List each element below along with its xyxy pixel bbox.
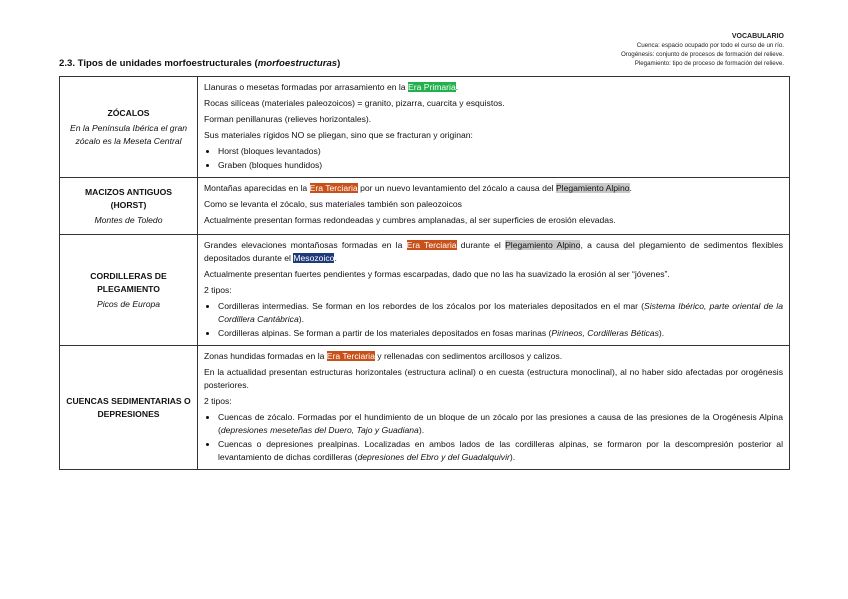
highlight-plegamiento-alpino: Plegamiento Alpino (505, 240, 581, 250)
vocabulary-title: VOCABULARIO (731, 33, 784, 40)
description-paragraph: Llanuras o mesetas formadas por arrasamiento en la Era Primaria. (204, 82, 459, 92)
description-paragraph: En la actualidad presentan estructuras horizontales (estructura aclinal) o en cuesta (estructura monoclinal), al no haber sido afectadas por orogénesis posteriores. (204, 367, 783, 390)
vocabulary-entry-plegamiento: Plegamiento: tipo de proceso de formación del relieve. (634, 60, 784, 67)
description-cell-macizos (198, 178, 790, 235)
unit-cell-cordilleras (60, 235, 198, 346)
unit-example: En la Península Ibérica el gran zócalo es la Meseta Central (69, 122, 188, 146)
table-row-macizos (60, 178, 790, 235)
section-title: 2.3. Tipos de unidades morfoestructurales (morfoestructuras) (59, 58, 341, 69)
vocabulary-box (621, 32, 784, 68)
morphostructural-units-table (59, 76, 790, 470)
vocabulary-entry-orogenesis: Orogénesis: conjunto de procesos de formación del relieve. (620, 51, 784, 58)
highlight-era-terciaria: Era Terciaria (309, 183, 358, 193)
description-paragraph: 2 tipos: (204, 285, 232, 295)
section-title-italic: morfoestructuras (257, 58, 338, 69)
list-item: • Horst (bloques levantados) (218, 145, 783, 158)
description-paragraph: Actualmente presentan fuertes pendientes y formas escarpadas, dado que no las ha suavizado la erosión al ser “jóvenes”. (204, 269, 670, 279)
unit-example: Picos de Europa (96, 298, 161, 309)
description-paragraph: Zonas hundidas formadas en la Era Terciaria y rellenadas con sedimentos arcillosos y calizos. (204, 351, 563, 361)
list-item: • Cuencas o depresiones prealpinas. Localizadas en ambos lados de las cordilleras alpinas, se formaron por la descompresión posterior al levantamiento de dichas cordilleras (depresiones del Ebro y del Guadalquivir). (218, 438, 783, 464)
list-item: • Cordilleras alpinas. Se forman a partir de los materiales depositados en fosas marinas (Pirineos, Cordilleras Béticas). (218, 327, 783, 340)
description-paragraph: Grandes elevaciones montañosas formadas en la Era Terciaria durante el Plegamiento Alpino, a causa del plegamiento de sedimentos flexibles depositados durante el Mesozoico. (204, 240, 784, 263)
description-paragraph: 2 tipos: (204, 396, 232, 406)
description-cell-zocalos (198, 77, 790, 178)
unit-name: CORDILLERAS DE PLEGAMIENTO (90, 270, 167, 294)
unit-name: MACIZOS ANTIGUOS (HORST) (84, 186, 173, 210)
list-item: • Cuencas de zócalo. Formadas por el hundimiento de un bloque de un zócalo por las presiones a causa de las presiones de la Orogénesis Alpina (depresiones meseteñas del Duero, Tajo y Guadiana). (218, 411, 783, 437)
description-cell-cordilleras (198, 235, 790, 346)
unit-cell-zocalos (60, 77, 198, 178)
list-item: • Cordilleras intermedias. Se forman en los rebordes de los zócalos por los materiales depositados en el mar (Sistema Ibérico, parte oriental de la Cordillera Cantábrica). (218, 300, 783, 326)
bullet-list (204, 145, 783, 172)
description-paragraph: Actualmente presentan formas redondeadas y cumbres amplanadas, al ser superficies de erosión elevadas. (204, 215, 616, 225)
description-paragraph: Montañas aparecidas en la Era Terciaria por un nuevo levantamiento del zócalo a causa del Plegamiento Alpino. (204, 183, 632, 193)
unit-example: Montes de Toledo (94, 214, 163, 225)
unit-name: CUENCAS SEDIMENTARIAS O DEPRESIONES (66, 395, 191, 419)
bullet-list (204, 300, 783, 340)
unit-cell-macizos (60, 178, 198, 235)
unit-name: ZÓCALOS (107, 107, 150, 118)
highlight-mesozoico: Mesozoico (293, 253, 335, 263)
list-item: • Graben (bloques hundidos) (218, 159, 783, 172)
highlight-era-terciaria: Era Terciaria (406, 240, 457, 250)
bullet-list (204, 411, 783, 464)
highlight-plegamiento-alpino: Plegamiento Alpino (555, 183, 630, 193)
description-paragraph: Forman penillanuras (relieves horizontales). (204, 114, 372, 124)
description-cell-cuencas (198, 346, 790, 470)
description-paragraph: Como se levanta el zócalo, sus materiales también son paleozoicos (204, 199, 462, 209)
table-row-cuencas (60, 346, 790, 470)
highlight-era-terciaria: Era Terciaria (326, 351, 375, 361)
highlight-era-primaria: Era Primaria (407, 82, 456, 92)
description-paragraph: Sus materiales rígidos NO se pliegan, sino que se fracturan y originan: (204, 130, 473, 140)
vocabulary-entry-cuenca: Cuenca: espacio ocupado por todo el curso de un río. (636, 42, 784, 49)
table-row-zocalos (60, 77, 790, 178)
unit-cell-cuencas (60, 346, 198, 470)
table-row-cordilleras (60, 235, 790, 346)
description-paragraph: Rocas silíceas (materiales paleozoicos) = granito, pizarra, cuarcita y esquistos. (204, 98, 505, 108)
